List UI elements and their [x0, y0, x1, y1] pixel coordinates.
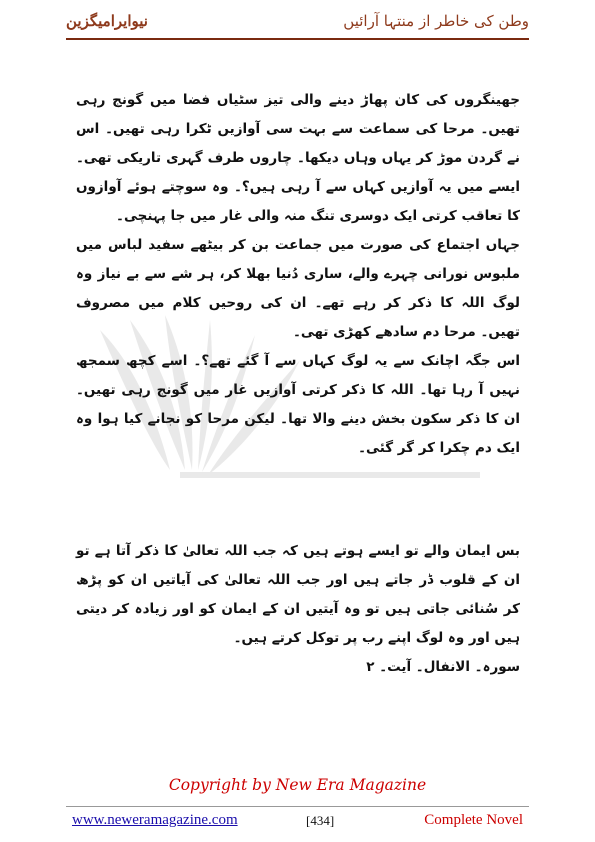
quote-reference: سورہ۔ الانفال۔ آیت۔ ۲ [366, 659, 520, 675]
novel-title: وطن کی خاطر از منتہا آرائیں [343, 12, 529, 30]
magazine-name: نیوایرامیگزین [66, 12, 148, 30]
footer-divider [66, 806, 529, 807]
paragraph: اس جگہ اچانک سے یہ لوگ کہاں سے آ گئے تھے؟۔ اسے کچھ سمجھ نہیں آ رہا تھا۔ اللہ کا ذکر کرتی آوازیں غار میں گونج رہی تھیں۔ ان کا ذکر سکون بخش دینے والا تھا۔ لیکن مرحا کو نجانے کیا ہوا وہ ایک دم چکرا کر گر گئی۔ [76, 353, 520, 456]
paragraph-spacer [76, 463, 520, 537]
header-divider [66, 38, 529, 40]
page-header [66, 8, 529, 36]
paragraph: جھینگروں کی کان پھاڑ دینے والی تیز سٹیاں فضا میں گونج رہی تھیں۔ مرحا کی سماعت سے بہت سی آوازیں ٹکرا رہی تھیں۔ اس نے گردن موڑ کر یہاں وہاں دیکھا۔ چاروں طرف گہری تاریکی تھی۔ ایسے میں یہ آوازیں کہاں سے آ رہی ہیں؟۔ وہ سوچتے ہوئے آوازوں کا تعاقب کرتی ایک دوسری تنگ منہ والی غار میں جا پہنچی۔ [76, 92, 520, 224]
website-link[interactable]: www.neweramagazine.com [72, 812, 238, 828]
copyright-notice: Copyright by New Era Magazine [168, 776, 427, 794]
page-number: [434] [306, 813, 335, 828]
page-footer [66, 812, 529, 836]
novel-page-content [76, 86, 520, 682]
quran-quote: بس ایمان والے تو ایسے ہوتے ہیں کہ جب اللہ تعالیٰ کا ذکر آتا ہے تو ان کے قلوب ڈر جاتے ہیں اور جب اللہ تعالیٰ کی آیاتیں ان کو پڑھ کر سُنائی جاتی ہیں تو وہ آیتیں ان کے ایمان کو اور زیادہ کر دیتی ہیں اور وہ لوگ اپنے رب پر توکل کرتے ہیں۔ [76, 543, 520, 646]
paragraph: جہاں اجتماع کی صورت میں جماعت بن کر بیٹھے سفید لباس میں ملبوس نورانی چہرے والے، ساری دُنیا بھلا کر، ہر شے سے بے نیاز وہ لوگ اللہ کا ذکر کر رہے تھے۔ ان کی روحیں کلام میں مصروف تھیں۔ مرحا دم سادھے کھڑی تھی۔ [76, 237, 520, 340]
novel-label: Complete Novel [424, 812, 523, 828]
